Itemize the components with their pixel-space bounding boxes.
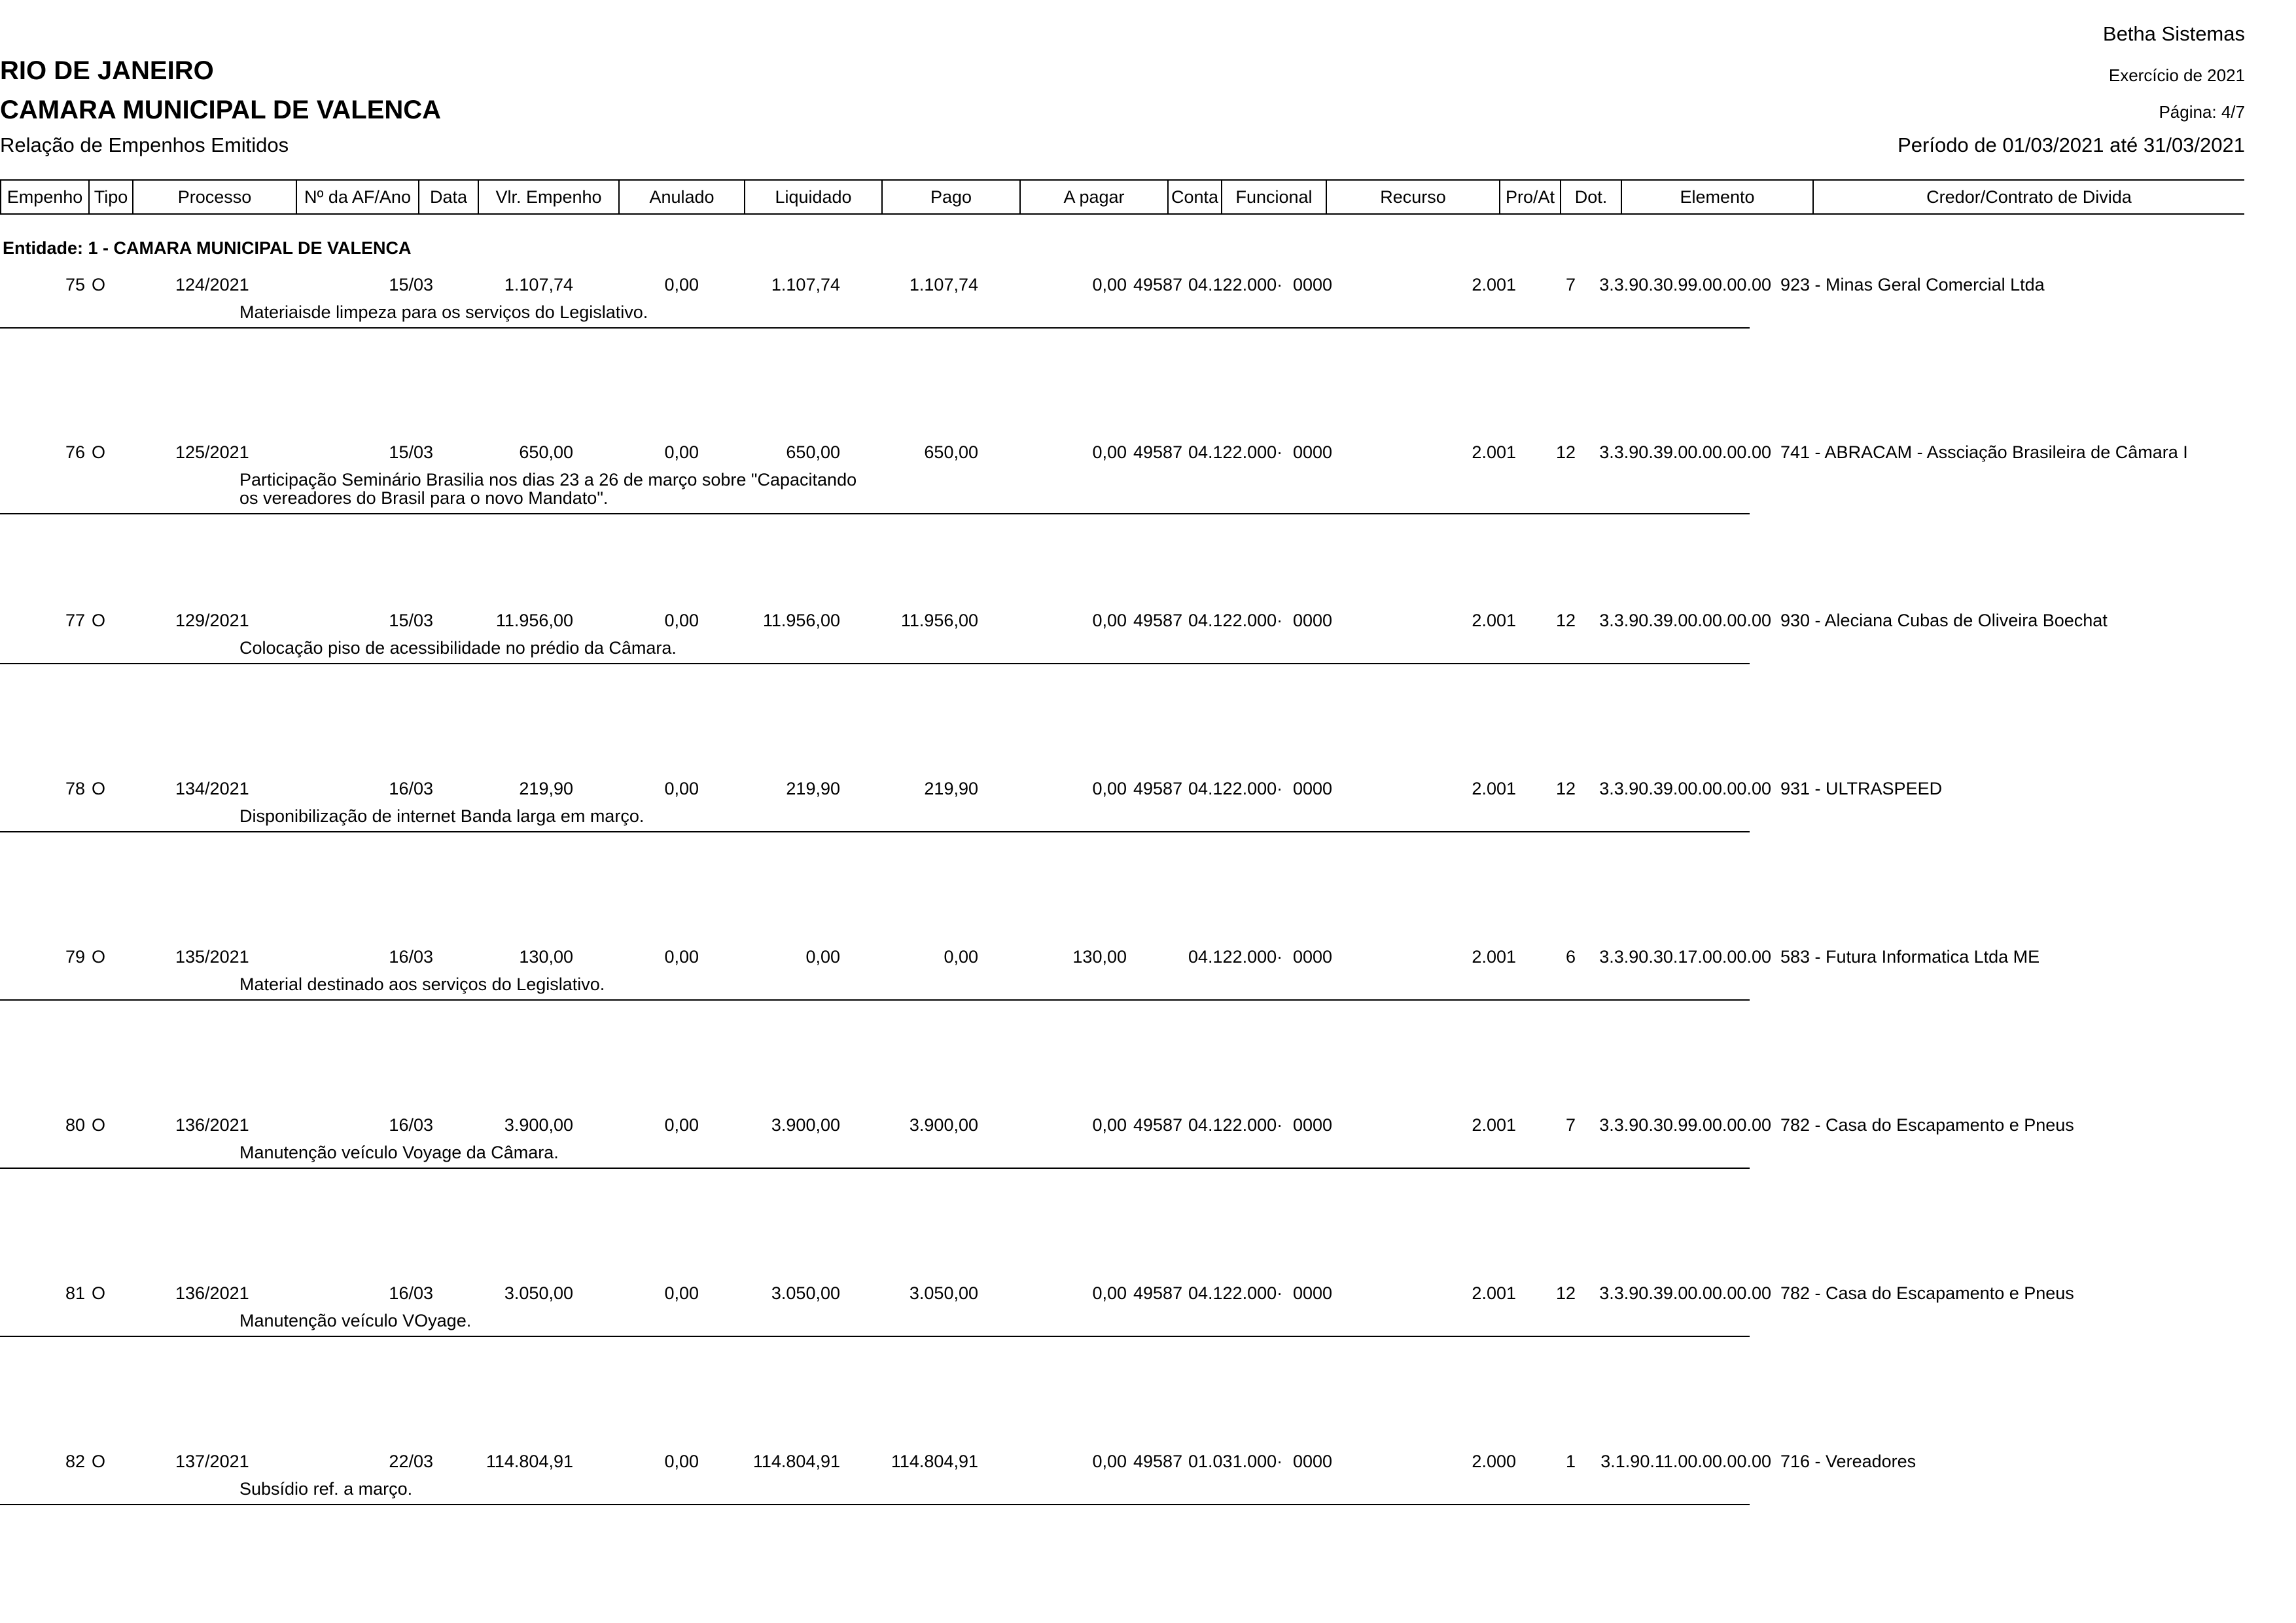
cell-conta: 49587	[1133, 442, 1183, 462]
cell-proat: 2.001	[1472, 779, 1516, 798]
cell-empenho: 80	[65, 1115, 85, 1135]
column-header-elemento: Elemento	[1622, 181, 1814, 213]
cell-recurso: 0000	[1293, 611, 1333, 630]
cell-processo: 124/2021	[175, 275, 249, 294]
cell-tipo: O	[92, 1283, 106, 1303]
cell-liquidado: 219,90	[786, 779, 840, 798]
cell-proat: 2.001	[1472, 1283, 1516, 1303]
report-title: Relação de Empenhos Emitidos	[0, 134, 289, 156]
cell-description: Manutenção veículo VOyage.	[239, 1311, 472, 1330]
cell-vlr: 650,00	[519, 442, 573, 462]
row-separator	[0, 831, 1750, 832]
cell-anulado: 0,00	[664, 1115, 699, 1135]
cell-funcional: 04.122.000·	[1188, 275, 1283, 294]
column-header-tipo: Tipo	[90, 181, 133, 213]
cell-tipo: O	[92, 275, 106, 294]
cell-credor: 930 - Aleciana Cubas de Oliveira Boechat	[1780, 611, 2108, 630]
cell-anulado: 0,00	[664, 779, 699, 798]
cell-empenho: 78	[65, 779, 85, 798]
column-header-conta: Conta	[1169, 181, 1222, 213]
cell-apagar: 0,00	[1092, 1283, 1127, 1303]
cell-proat: 2.001	[1472, 1115, 1516, 1135]
column-header-data: Data	[419, 181, 479, 213]
cell-anulado: 0,00	[664, 442, 699, 462]
cell-anulado: 0,00	[664, 1452, 699, 1471]
cell-liquidado: 0,00	[805, 947, 840, 967]
cell-apagar: 0,00	[1092, 1452, 1127, 1471]
cell-data: 15/03	[389, 275, 433, 294]
cell-tipo: O	[92, 1452, 106, 1471]
row-separator	[0, 513, 1750, 514]
cell-apagar: 0,00	[1092, 1115, 1127, 1135]
column-header-liquidado: Liquidado	[745, 181, 883, 213]
cell-funcional: 04.122.000·	[1188, 947, 1283, 967]
cell-conta: 49587	[1133, 1115, 1183, 1135]
cell-empenho: 81	[65, 1283, 85, 1303]
cell-data: 16/03	[389, 1115, 433, 1135]
cell-vlr: 114.804,91	[486, 1452, 573, 1471]
column-header-af-ano: Nº da AF/Ano	[297, 181, 419, 213]
cell-credor: 923 - Minas Geral Comercial Ltda	[1780, 275, 2045, 294]
cell-pago: 3.050,00	[909, 1283, 978, 1303]
cell-tipo: O	[92, 947, 106, 967]
cell-elemento: 3.3.90.39.00.00.00.00	[1599, 1283, 1771, 1303]
cell-dot: 12	[1555, 442, 1576, 462]
cell-proat: 2.001	[1472, 442, 1516, 462]
cell-description: Participação Seminário Brasilia nos dias 23 a 26 de março sobre "Capacitando	[239, 470, 857, 490]
column-header-pro-at: Pro/At	[1500, 181, 1561, 213]
cell-anulado: 0,00	[664, 611, 699, 630]
cell-credor: 583 - Futura Informatica Ltda ME	[1780, 947, 2040, 967]
cell-empenho: 79	[65, 947, 85, 967]
cell-conta: 49587	[1133, 1283, 1183, 1303]
cell-processo: 129/2021	[175, 611, 249, 630]
cell-dot: 12	[1555, 611, 1576, 630]
cell-empenho: 82	[65, 1452, 85, 1471]
cell-credor: 782 - Casa do Escapamento e Pneus	[1780, 1115, 2074, 1135]
cell-conta: 49587	[1133, 779, 1183, 798]
cell-empenho: 76	[65, 442, 85, 462]
cell-processo: 135/2021	[175, 947, 249, 967]
cell-funcional: 04.122.000·	[1188, 1283, 1283, 1303]
column-header-dot: Dot.	[1561, 181, 1622, 213]
cell-credor: 782 - Casa do Escapamento e Pneus	[1780, 1283, 2074, 1303]
company-name: Betha Sistemas	[2102, 22, 2245, 45]
cell-dot: 1	[1565, 1452, 1576, 1471]
report-period: Período de 01/03/2021 até 31/03/2021	[1898, 134, 2245, 156]
cell-description-continued: os vereadores do Brasil para o novo Mandato".	[239, 488, 609, 508]
entity-line: Entidade: 1 - CAMARA MUNICIPAL DE VALENCA	[3, 238, 412, 258]
cell-recurso: 0000	[1293, 1115, 1333, 1135]
column-header-funcional: Funcional	[1222, 181, 1327, 213]
cell-tipo: O	[92, 442, 106, 462]
cell-data: 15/03	[389, 442, 433, 462]
cell-anulado: 0,00	[664, 1283, 699, 1303]
row-separator	[0, 327, 1750, 329]
cell-dot: 7	[1565, 275, 1576, 294]
cell-processo: 136/2021	[175, 1115, 249, 1135]
row-separator	[0, 1168, 1750, 1169]
cell-vlr: 1.107,74	[504, 275, 573, 294]
cell-data: 16/03	[389, 947, 433, 967]
cell-funcional: 04.122.000·	[1188, 442, 1283, 462]
cell-conta: 49587	[1133, 275, 1183, 294]
page-number: Página: 4/7	[2159, 102, 2245, 122]
cell-processo: 136/2021	[175, 1283, 249, 1303]
column-header-a-pagar: A pagar	[1021, 181, 1169, 213]
cell-empenho: 75	[65, 275, 85, 294]
cell-processo: 134/2021	[175, 779, 249, 798]
cell-proat: 2.000	[1472, 1452, 1516, 1471]
header-bottom-rule	[0, 213, 2244, 215]
cell-apagar: 0,00	[1092, 779, 1127, 798]
cell-funcional: 04.122.000·	[1188, 1115, 1283, 1135]
cell-funcional: 01.031.000·	[1188, 1452, 1283, 1471]
cell-tipo: O	[92, 1115, 106, 1135]
cell-elemento: 3.3.90.30.99.00.00.00	[1599, 1115, 1771, 1135]
column-header-vlr-empenho: Vlr. Empenho	[479, 181, 620, 213]
cell-dot: 6	[1565, 947, 1576, 967]
cell-data: 16/03	[389, 1283, 433, 1303]
column-header-processo: Processo	[133, 181, 297, 213]
cell-vlr: 219,90	[519, 779, 573, 798]
cell-data: 16/03	[389, 779, 433, 798]
cell-processo: 125/2021	[175, 442, 249, 462]
column-header-credor: Credor/Contrato de Divida	[1926, 187, 2132, 207]
cell-liquidado: 3.050,00	[771, 1283, 840, 1303]
cell-apagar: 0,00	[1092, 611, 1127, 630]
cell-recurso: 0000	[1293, 779, 1333, 798]
row-separator	[0, 663, 1750, 664]
cell-description: Colocação piso de acessibilidade no prédio da Câmara.	[239, 638, 677, 658]
row-separator	[0, 999, 1750, 1001]
cell-liquidado: 650,00	[786, 442, 840, 462]
cell-description: Material destinado aos serviços do Legislativo.	[239, 974, 605, 994]
cell-description: Materiaisde limpeza para os serviços do Legislativo.	[239, 302, 648, 322]
cell-apagar: 0,00	[1092, 275, 1127, 294]
cell-pago: 650,00	[924, 442, 978, 462]
cell-credor: 931 - ULTRASPEED	[1780, 779, 1943, 798]
state-name: RIO DE JANEIRO	[0, 56, 214, 85]
column-header-recurso: Recurso	[1327, 181, 1500, 213]
cell-description: Subsídio ref. a março.	[239, 1479, 413, 1499]
cell-empenho: 77	[65, 611, 85, 630]
cell-conta: 49587	[1133, 1452, 1183, 1471]
cell-dot: 12	[1555, 1283, 1576, 1303]
cell-proat: 2.001	[1472, 611, 1516, 630]
cell-elemento: 3.3.90.39.00.00.00.00	[1599, 611, 1771, 630]
cell-dot: 12	[1555, 779, 1576, 798]
cell-description: Manutenção veículo Voyage da Câmara.	[239, 1143, 559, 1162]
column-header-pago: Pago	[883, 181, 1021, 213]
cell-funcional: 04.122.000·	[1188, 779, 1283, 798]
cell-liquidado: 11.956,00	[762, 611, 840, 630]
cell-tipo: O	[92, 611, 106, 630]
column-header-empenho: Empenho	[0, 181, 90, 213]
cell-recurso: 0000	[1293, 442, 1333, 462]
cell-liquidado: 3.900,00	[771, 1115, 840, 1135]
cell-liquidado: 1.107,74	[771, 275, 840, 294]
cell-pago: 219,90	[924, 779, 978, 798]
row-separator	[0, 1504, 1750, 1505]
cell-liquidado: 114.804,91	[752, 1452, 840, 1471]
cell-pago: 114.804,91	[891, 1452, 978, 1471]
cell-pago: 3.900,00	[909, 1115, 978, 1135]
cell-vlr: 130,00	[519, 947, 573, 967]
cell-description: Disponibilização de internet Banda larga em março.	[239, 806, 645, 826]
cell-credor: 716 - Vereadores	[1780, 1452, 1916, 1471]
row-separator	[0, 1336, 1750, 1337]
cell-data: 15/03	[389, 611, 433, 630]
cell-vlr: 11.956,00	[495, 611, 573, 630]
cell-vlr: 3.900,00	[504, 1115, 573, 1135]
cell-elemento: 3.3.90.39.00.00.00.00	[1599, 442, 1771, 462]
cell-data: 22/03	[389, 1452, 433, 1471]
cell-pago: 11.956,00	[900, 611, 978, 630]
cell-recurso: 0000	[1293, 1452, 1333, 1471]
cell-recurso: 0000	[1293, 275, 1333, 294]
cell-funcional: 04.122.000·	[1188, 611, 1283, 630]
cell-recurso: 0000	[1293, 1283, 1333, 1303]
exercise-year: Exercício de 2021	[2108, 65, 2245, 85]
cell-credor: 741 - ABRACAM - Assciação Brasileira de Câmara I	[1780, 442, 2188, 462]
cell-pago: 0,00	[944, 947, 978, 967]
cell-elemento: 3.1.90.11.00.00.00.00	[1600, 1452, 1771, 1471]
cell-conta: 49587	[1133, 611, 1183, 630]
cell-dot: 7	[1565, 1115, 1576, 1135]
cell-proat: 2.001	[1472, 947, 1516, 967]
column-header-anulado: Anulado	[620, 181, 745, 213]
cell-recurso: 0000	[1293, 947, 1333, 967]
cell-anulado: 0,00	[664, 275, 699, 294]
cell-elemento: 3.3.90.30.17.00.00.00	[1599, 947, 1771, 967]
cell-anulado: 0,00	[664, 947, 699, 967]
cell-tipo: O	[92, 779, 106, 798]
cell-elemento: 3.3.90.30.99.00.00.00	[1599, 275, 1771, 294]
cell-apagar: 0,00	[1092, 442, 1127, 462]
cell-processo: 137/2021	[175, 1452, 249, 1471]
cell-pago: 1.107,74	[909, 275, 978, 294]
cell-vlr: 3.050,00	[504, 1283, 573, 1303]
entity-name: CAMARA MUNICIPAL DE VALENCA	[0, 96, 442, 124]
cell-elemento: 3.3.90.39.00.00.00.00	[1599, 779, 1771, 798]
cell-proat: 2.001	[1472, 275, 1516, 294]
cell-apagar: 130,00	[1072, 947, 1127, 967]
